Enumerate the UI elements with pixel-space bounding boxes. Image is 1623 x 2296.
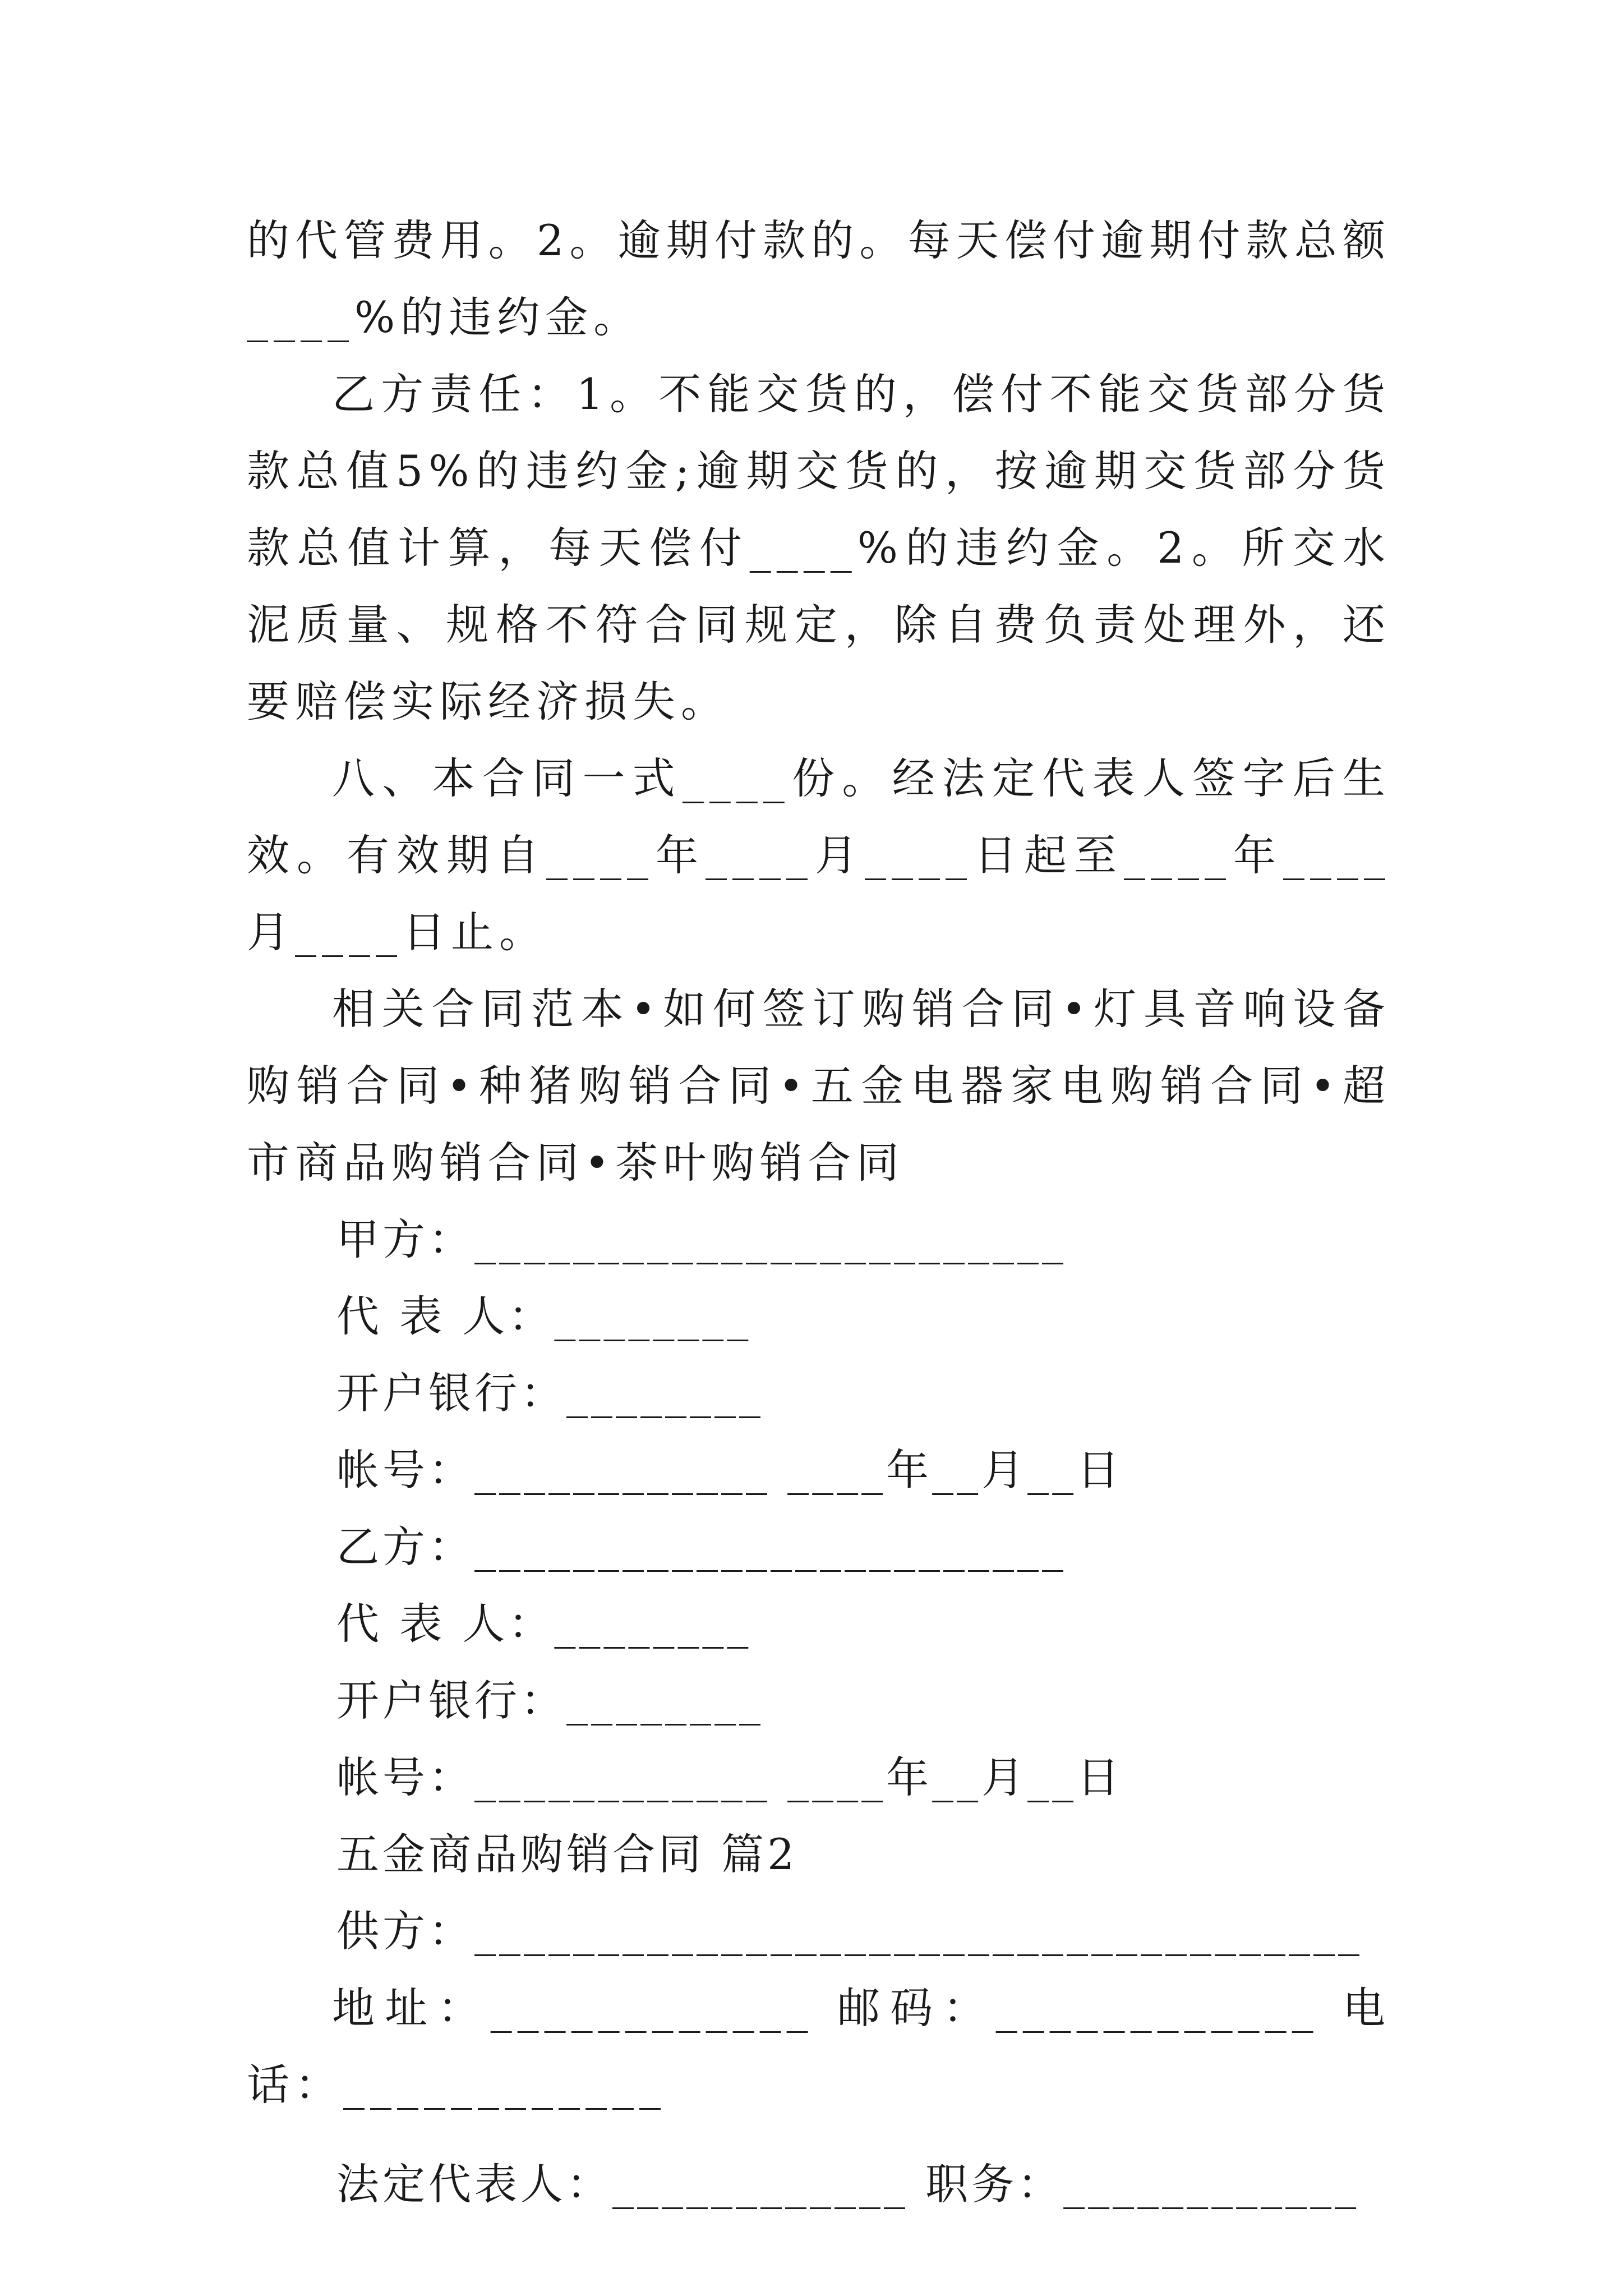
- paragraph-payment-penalty: 的代管费用。2。逾期付款的。每天偿付逾期付款总额____%的违约金。: [247, 215, 1391, 342]
- section-2-title: 五金商品购销合同 篇2: [336, 1829, 798, 1879]
- paragraph-related-templates: 相关合同范本•如何签订购销合同•灯具音响设备购销合同•种猪购销合同•五金电器家电购销合同•超市商品购销合同•茶叶购销合同: [247, 984, 1391, 1188]
- party-a-representative-field: 代 表 人：________: [336, 1291, 752, 1341]
- address-postcode-phone-field: 地址：____________ 邮码：____________ 电话：____________: [247, 1983, 1391, 2110]
- party-b-block: [247, 1508, 1391, 1816]
- supplier-field: 供方：____________________________________: [336, 1906, 1363, 1956]
- paragraph-contract-copies: 八、本合同一式____份。经法定代表人签字后生效。有效期自____年____月____日起至____年____月____日止。: [247, 753, 1391, 957]
- party-b-account-date-field: 帐号：____________ ____年__月__日: [336, 1752, 1123, 1802]
- party-a-name-field: 甲方：________________________: [336, 1214, 1067, 1264]
- party-b-representative-field: 代 表 人：________: [336, 1599, 752, 1649]
- document-content: [247, 202, 1391, 2223]
- section-2-block: [247, 1816, 1391, 2223]
- party-b-name-field: 乙方：________________________: [336, 1522, 1067, 1572]
- party-a-block: [247, 1201, 1391, 1508]
- party-a-account-date-field: 帐号：____________ ____年__月__日: [336, 1445, 1123, 1495]
- paragraph-party-b-liability: 乙方责任：1。不能交货的，偿付不能交货部分货款总值5%的违约金;逾期交货的，按逾期交货部分货款总值计算，每天偿付____%的违约金。2。所交水泥质量、规格不符合同规定，除自费负责处理外，还要赔偿实际经济损失。: [247, 369, 1391, 726]
- spacer: [247, 2123, 1391, 2146]
- party-b-bank-field: 开户银行：________: [336, 1676, 764, 1726]
- party-a-bank-field: 开户银行：________: [336, 1368, 764, 1418]
- legal-representative-title-field: 法定代表人：____________ 职务：____________: [336, 2159, 1360, 2209]
